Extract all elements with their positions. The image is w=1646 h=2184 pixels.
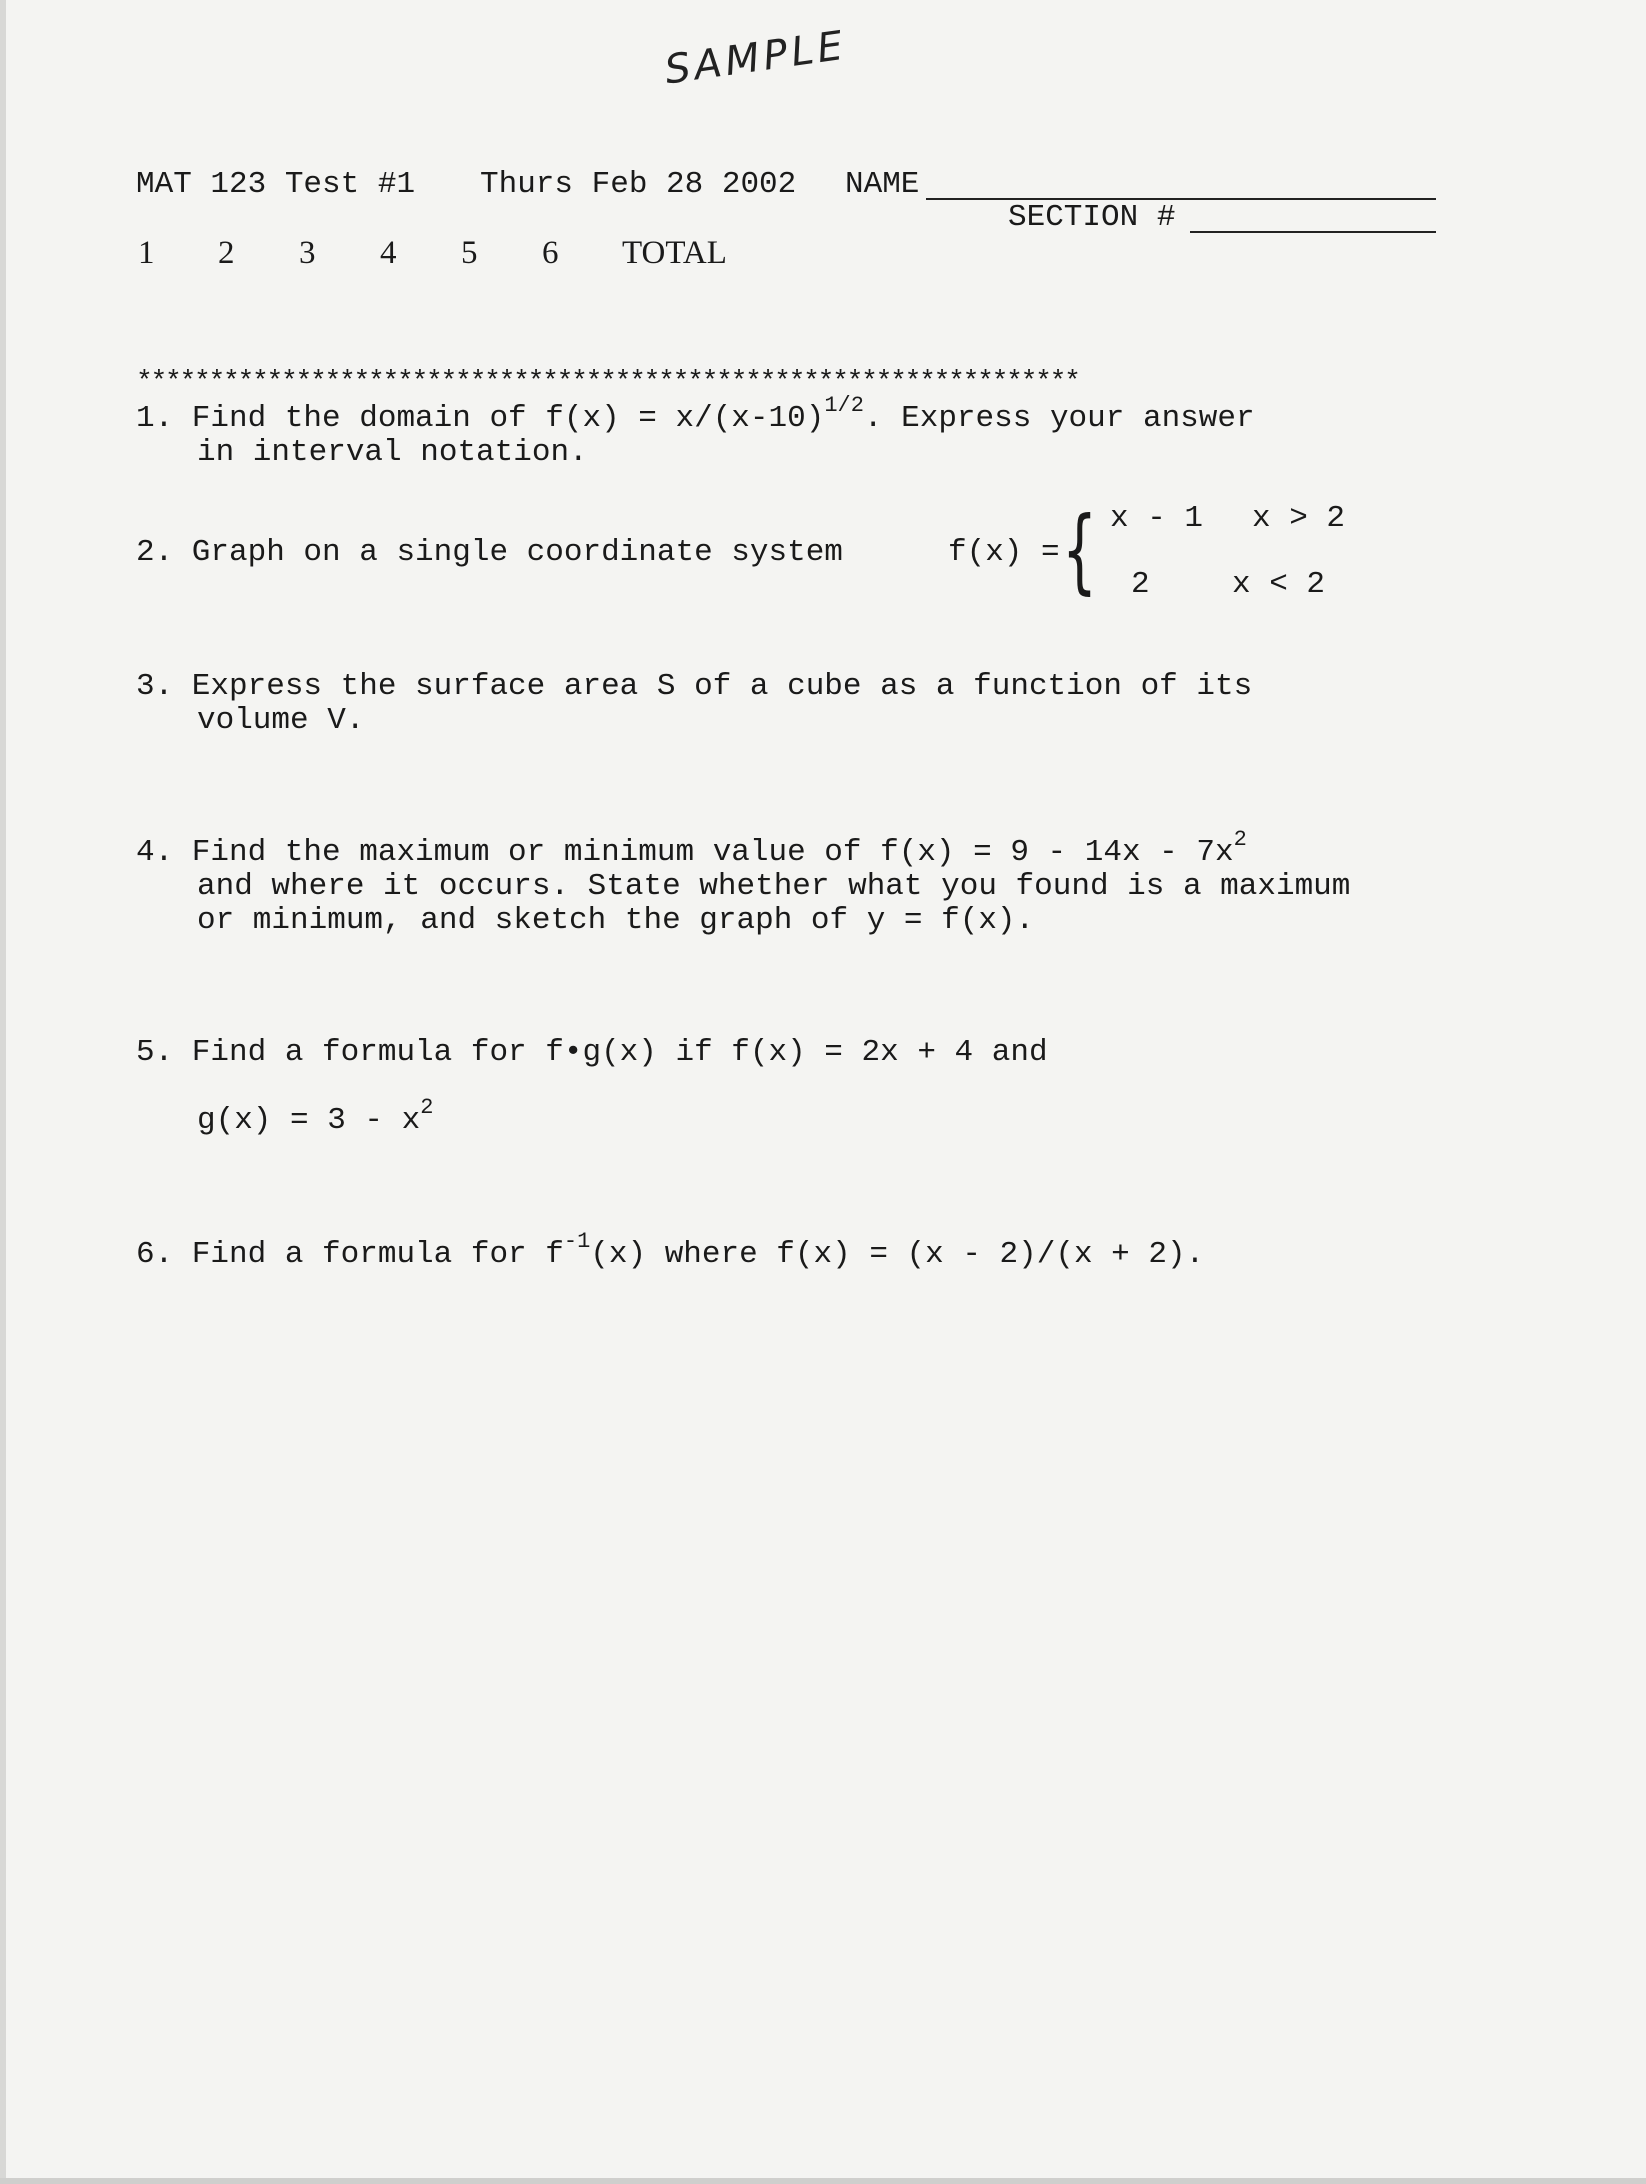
q1-exponent: 1/2 <box>824 392 864 418</box>
question-4-line-1 <box>136 826 1247 870</box>
name-label: NAME <box>845 167 920 202</box>
handwritten-sample-mark: SAMPLE <box>662 22 850 94</box>
question-3-line-1: 3. Express the surface area S of a cube as a function of its <box>136 669 1253 704</box>
q1-text-end: . Express your answer <box>863 401 1255 436</box>
piecewise-case-2-expr: 2 <box>1131 567 1150 602</box>
q6-text: 6. Find a formula for f <box>136 1237 564 1272</box>
piecewise-case-1-expr: x - 1 <box>1110 501 1204 536</box>
question-2-text: 2. Graph on a single coordinate system <box>136 535 843 570</box>
question-5-line-1: 5. Find a formula for f•g(x) if f(x) = 2x + 4 and <box>136 1035 1048 1070</box>
scan-edge-left <box>0 0 6 2184</box>
score-col-2: 2 <box>218 235 235 271</box>
q5-gx: g(x) = 3 - x <box>197 1103 421 1138</box>
q1-text: 1. Find the domain of f(x) = x/(x-10) <box>136 401 825 436</box>
score-col-1: 1 <box>138 235 155 271</box>
score-col-6: 6 <box>542 235 559 271</box>
score-col-4: 4 <box>380 235 397 271</box>
q4-exponent: 2 <box>1233 826 1247 852</box>
question-1-line-2: in interval notation. <box>197 435 588 470</box>
question-4-line-2: and where it occurs. State whether what you found is a maximum <box>197 869 1351 904</box>
question-6-text <box>136 1228 1205 1272</box>
q6-text-end: (x) where f(x) = (x - 2)/(x + 2). <box>590 1237 1205 1272</box>
scan-edge-bottom <box>0 2178 1646 2184</box>
question-5-line-2 <box>197 1094 434 1138</box>
q4-text: 4. Find the maximum or minimum value of f(x) = 9 - 14x - 7x <box>136 835 1234 870</box>
score-total: TOTAL <box>622 235 727 271</box>
name-blank-line <box>926 198 1436 200</box>
exam-date: Thurs Feb 28 2002 <box>480 167 797 202</box>
piecewise-case-1-cond: x > 2 <box>1252 501 1346 536</box>
section-label: SECTION # <box>1008 200 1176 235</box>
question-3-line-2: volume V. <box>197 703 365 738</box>
course-title: MAT 123 Test #1 <box>136 167 416 202</box>
question-4-line-3: or minimum, and sketch the graph of y = f(x). <box>197 903 1035 938</box>
asterisk-divider: ***************************************************************** <box>136 367 1079 398</box>
question-1-line-1 <box>136 392 1255 436</box>
piecewise-brace-icon: { <box>1062 497 1098 604</box>
score-col-3: 3 <box>299 235 316 271</box>
q6-inverse-exponent: -1 <box>563 1228 591 1254</box>
piecewise-case-2-cond: x < 2 <box>1232 567 1326 602</box>
q5-exponent: 2 <box>420 1094 434 1120</box>
section-blank-line <box>1190 231 1436 233</box>
score-col-5: 5 <box>461 235 478 271</box>
question-2-fx: f(x) = <box>948 535 1060 570</box>
